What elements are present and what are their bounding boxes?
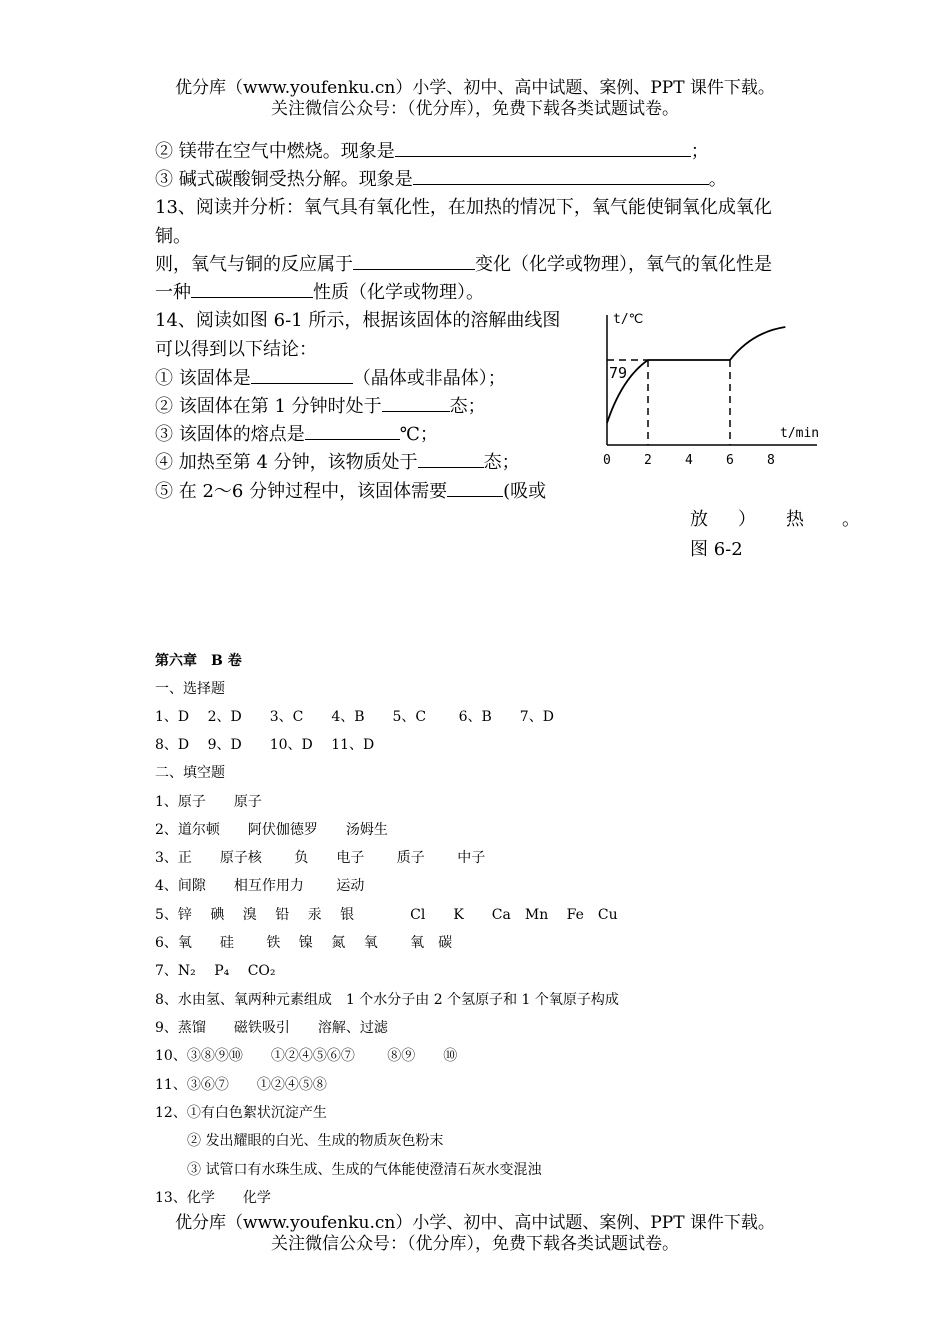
choice-row-2: 8、D 9、D 10、D 11、D: [155, 737, 375, 753]
fill-answer-2: 2、道尔顿 阿伏伽德罗 汤姆生: [155, 822, 388, 838]
q13-line-3: [155, 250, 772, 276]
x-tick-label-2: 2: [644, 453, 652, 468]
x-tick-label-0: 0: [603, 453, 611, 468]
q12-item-3-text: ③ 碱式碳酸铜受热分解。现象是: [155, 169, 413, 190]
q13-line-1: 13、阅读并分析：氧气具有氧化性，在加热的情况下，氧气能使铜氧化成氧化: [155, 197, 772, 218]
x-axis-label: t/min: [780, 426, 820, 441]
q13-line-2: 铜。: [155, 226, 191, 247]
q13-blank-2[interactable]: [191, 279, 313, 298]
q12-item-2-text: ② 镁带在空气中燃烧。现象是: [155, 141, 395, 162]
q14-item-2: [155, 392, 486, 418]
footer-line-2: 关注微信公众号：（优分库），免费下载各类试题试卷。: [271, 1234, 679, 1254]
q14-item-1-a: ① 该固体是: [155, 368, 251, 389]
fill-answer-10: 10、③⑧⑨⑩ ①②④⑤⑥⑦ ⑧⑨ ⑩: [155, 1048, 458, 1064]
q14-item-3-a: ③ 该固体的熔点是: [155, 424, 305, 445]
x-tick-label-4: 4: [685, 453, 693, 468]
q14-blank-1[interactable]: [251, 365, 353, 384]
fill-answer-9: 9、蒸馏 磁铁吸引 溶解、过滤: [155, 1020, 388, 1036]
x-tick-label-8: 8: [767, 453, 775, 468]
fill-answer-12: 12、①有白色絮状沉淀产生: [155, 1105, 327, 1121]
answers-title: 第六章 B 卷: [155, 653, 242, 669]
q12-item-2: [155, 137, 709, 163]
q14-item-5-a: ⑤ 在 2～6 分钟过程中，该固体需要: [155, 481, 448, 502]
fill-answer-12-2: ② 发出耀眼的白光、生成的物质灰色粉末: [187, 1133, 444, 1149]
q14-blank-4[interactable]: [418, 449, 484, 468]
q13-line-4: [155, 278, 484, 304]
q14-item-4-b: 态；: [483, 452, 520, 473]
choice-row-1: 1、D 2、D 3、C 4、B 5、C 6、B 7、D: [155, 709, 554, 725]
q12-item-3-suffix: 。: [708, 169, 727, 190]
q14-end-word-4: 。: [842, 509, 860, 530]
q14-item-1: [155, 364, 506, 390]
header-line-1: 优分库（www.youfenku.cn）小学、初中、高中试题、案例、PPT 课件下载。: [175, 78, 775, 98]
fill-answer-5: 5、锌 碘 溴 铅 汞 银 Cl K Ca Mn Fe Cu: [155, 907, 618, 923]
q12-item-3-blank[interactable]: [413, 166, 709, 185]
q14-blank-5[interactable]: [447, 478, 503, 497]
fill-answer-3: 3、正 原子核 负 电子 质子 中子: [155, 850, 486, 866]
fill-answer-1: 1、原子 原子: [155, 794, 262, 810]
q14-item-1-b: （晶体或非晶体）；: [352, 368, 506, 389]
q14-item-4: [155, 448, 520, 474]
q14-item-4-a: ④ 加热至第 4 分钟，该物质处于: [155, 452, 418, 473]
fill-answer-8: 8、水由氢、氧两种元素组成 1 个水分子由 2 个氢原子和 1 个氧原子构成: [155, 992, 619, 1008]
q13-line-4-a: 一种: [155, 282, 191, 303]
footer-line-1: 优分库（www.youfenku.cn）小学、初中、高中试题、案例、PPT 课件下载。: [175, 1213, 775, 1233]
q13-blank-1[interactable]: [353, 251, 475, 270]
q12-item-2-suffix: ；: [690, 141, 709, 162]
q14-end-word-1: 放: [690, 509, 708, 530]
melting-curve-chart: [595, 305, 835, 475]
section-fill: 二、填空题: [155, 765, 225, 781]
x-tick-label-6: 6: [726, 453, 734, 468]
q14-line-2: 可以得到以下结论：: [155, 339, 317, 360]
q14-end-word-2: ）: [738, 509, 756, 530]
x-tick-labels: [603, 453, 775, 468]
q13-line-3-b: 变化（化学或物理），氧气的氧化性是: [475, 254, 772, 275]
q14-blank-2[interactable]: [382, 393, 450, 412]
q14-item-2-b: 态；: [449, 396, 486, 417]
fill-answer-11: 11、③⑥⑦ ①②④⑤⑧: [155, 1077, 327, 1093]
section-choice: 一、选择题: [155, 681, 225, 697]
q14-line-1: 14、阅读如图 6-1 所示，根据该固体的溶解曲线图: [155, 310, 561, 331]
header-line-2: 关注微信公众号：（优分库），免费下载各类试题试卷。: [271, 99, 679, 119]
melting-point-label: 79: [609, 364, 628, 382]
q14-item-5-b: (吸或: [503, 481, 547, 502]
q14-item-5: [155, 477, 546, 503]
figure-label: 图 6-2: [690, 539, 743, 560]
q12-item-2-blank[interactable]: [395, 138, 691, 157]
q12-item-3: [155, 165, 727, 191]
fill-answer-7: 7、N₂ P₄ CO₂: [155, 963, 276, 979]
fill-answer-12-3: ③ 试管口有水珠生成、生成的气体能使澄清石灰水变混浊: [187, 1162, 542, 1178]
q14-end-word-3: 热: [786, 509, 804, 530]
q13-line-3-a: 则，氧气与铜的反应属于: [155, 254, 353, 275]
q13-line-4-b: 性质（化学或物理）。: [313, 282, 484, 303]
q14-item-2-a: ② 该固体在第 1 分钟时处于: [155, 396, 382, 417]
y-axis-label: t/℃: [613, 312, 644, 327]
fill-answer-13: 13、化学 化学: [155, 1190, 271, 1206]
q14-blank-3[interactable]: [305, 421, 400, 440]
fill-answer-6: 6、氧 硅 铁 镍 氮 氧 氧 碳: [155, 935, 453, 951]
q14-item-3-b: ℃；: [399, 424, 438, 445]
q14-item-5-end: [690, 505, 860, 531]
fill-answer-4: 4、间隙 相互作用力 运动: [155, 878, 365, 894]
q14-item-3: [155, 420, 438, 446]
curve-heating-liquid: [730, 327, 785, 360]
